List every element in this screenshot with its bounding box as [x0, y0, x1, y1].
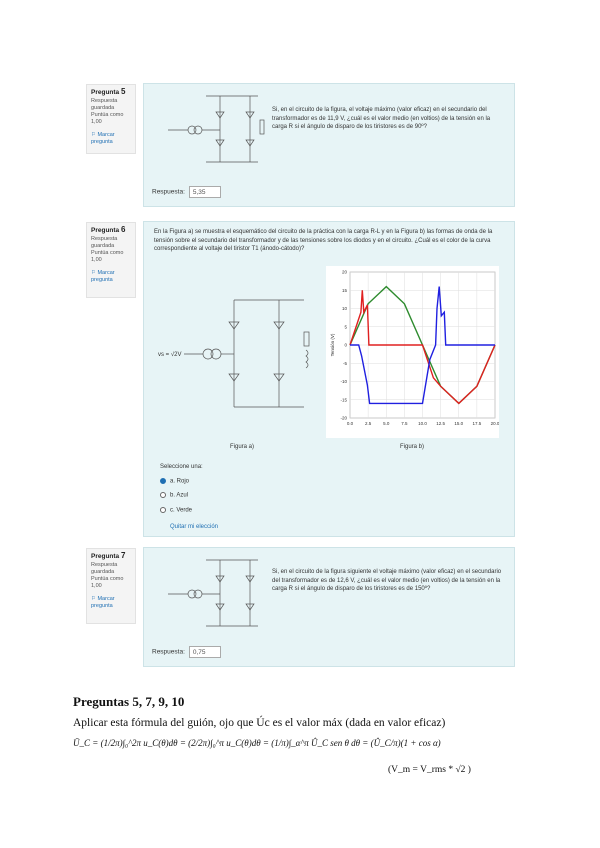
radio-icon: [160, 492, 166, 498]
q6-vs-label: vs = √2V: [158, 352, 182, 358]
q5-status: Respuesta guardada: [91, 98, 118, 111]
vm-note: (V_m = V_rms * √2 ): [388, 765, 471, 775]
x-tick-label: 5.0: [383, 421, 390, 426]
x-tick-label: 10.0: [418, 421, 427, 426]
q6-status: Respuesta guardada: [91, 236, 118, 249]
x-tick-label: 0.0: [346, 421, 354, 426]
q5-number: Pregunta 5: [91, 87, 126, 96]
q5-question-text: Si, en el circuito de la figura, el voltaje máximo (valor eficaz) en el secundario del transformador es de 11,9 V, ¿cuál es el valor medio (en voltios) de la tensión en la carga R si el ángulo de disparo de los tiristores es de 90º?: [272, 107, 491, 130]
q6-score: Puntúa como 1,00: [91, 250, 124, 263]
q7-score: Puntúa como 1,00: [91, 576, 124, 589]
y-tick-label: -10: [340, 379, 347, 384]
q6-figure-b-caption: Figura b): [400, 444, 425, 450]
x-tick-label: 2.5: [364, 421, 372, 426]
y-tick-label: 0: [344, 342, 347, 348]
y-tick-label: -5: [342, 360, 347, 366]
y-tick-label: -15: [340, 397, 347, 403]
q6-clear-choice[interactable]: Quitar mi elección: [170, 524, 219, 530]
q6-option-c[interactable]: c. Verde: [160, 507, 192, 514]
q6-option-b[interactable]: b. Azul: [160, 492, 188, 499]
section-text: Aplicar esta fórmula del guión, ojo que Úc es el valor máx (dada en valor eficaz): [73, 717, 446, 729]
radio-selected-icon: [160, 478, 166, 484]
flag-icon: ⚐: [91, 270, 96, 276]
y-tick-label: -20: [340, 415, 347, 421]
q7-circuit-diagram: [158, 554, 268, 634]
q7-card: [143, 547, 515, 667]
section-title: Preguntas 5, 7, 9, 10: [73, 694, 185, 709]
y-axis-label: Tensión (V): [330, 333, 335, 357]
q7-number: Pregunta 7: [91, 551, 126, 560]
y-tick-label: 10: [341, 306, 347, 311]
q5-info: [86, 84, 136, 154]
q7-answer-label: Respuesta:: [152, 648, 185, 656]
waveform-chart: [326, 266, 499, 438]
q7-info: [86, 548, 136, 624]
flag-icon: ⚐: [91, 596, 96, 602]
average-voltage-formula: Ū_C = (1/2π)∫₀^2π u_C(θ)dθ = (2/2π)∫₀^π u_C(θ)dθ = (1/π)∫_α^π Û_C sen θ dθ = (Û_C/π)(1 + cos α): [73, 738, 441, 748]
q5-circuit-diagram: [158, 90, 268, 170]
x-tick-label: 12.5: [436, 421, 446, 426]
y-tick-label: 20: [341, 269, 347, 275]
q6-select-label: Seleccione una:: [160, 464, 203, 470]
q6-info: [86, 222, 136, 298]
flag-icon: ⚐: [91, 132, 96, 138]
q7-answer: [152, 646, 221, 658]
x-tick-label: 15.0: [454, 421, 464, 426]
q5-score: Puntúa como 1,00: [91, 112, 124, 125]
x-tick-label: 7.5: [401, 421, 408, 426]
q6-question-text: En la Figura a) se muestra el esquemático del circuito de la práctica con la carga R-L y en la Figura b) las formas de onda de la tensión sobre el secundario del transformador y de las tensiones sobre los diodos y en el circuito. ¿Cuál es el color de la curva correspondiente al voltaje del tiristor T1 (ánodo-cátodo)?: [154, 229, 493, 252]
q7-flag[interactable]: ⚐ Marcar pregunta: [91, 596, 115, 609]
q6-option-a[interactable]: a. Rojo: [160, 478, 189, 485]
q6-number: Pregunta 6: [91, 225, 126, 234]
q5-card: [143, 83, 515, 207]
q6-flag[interactable]: ⚐ Marcar pregunta: [91, 270, 115, 283]
x-tick-label: 17.5: [472, 421, 482, 426]
q7-answer-input[interactable]: 0,75: [189, 646, 221, 658]
q5-flag[interactable]: ⚐ Marcar pregunta: [91, 132, 115, 145]
q5-answer-label: Respuesta:: [152, 188, 185, 196]
x-tick-label: 20.0: [490, 421, 499, 426]
q7-status: Respuesta guardada: [91, 562, 118, 575]
radio-icon: [160, 507, 166, 513]
q5-answer: [152, 186, 221, 198]
q6-figure-a-caption: Figura a): [230, 444, 255, 450]
y-tick-label: 5: [344, 324, 347, 330]
q5-answer-input[interactable]: 5,35: [189, 186, 221, 198]
y-tick-label: 15: [341, 287, 347, 293]
q7-question-text: Si, en el circuito de la figura siguiente el voltaje máximo (valor eficaz) en el secundario del transformador es de 12,6 V, ¿cuál es el valor medio (en voltios) de la tensión en la carga R si el ángulo de disparo de los tiristores es de 150º?: [272, 569, 502, 592]
